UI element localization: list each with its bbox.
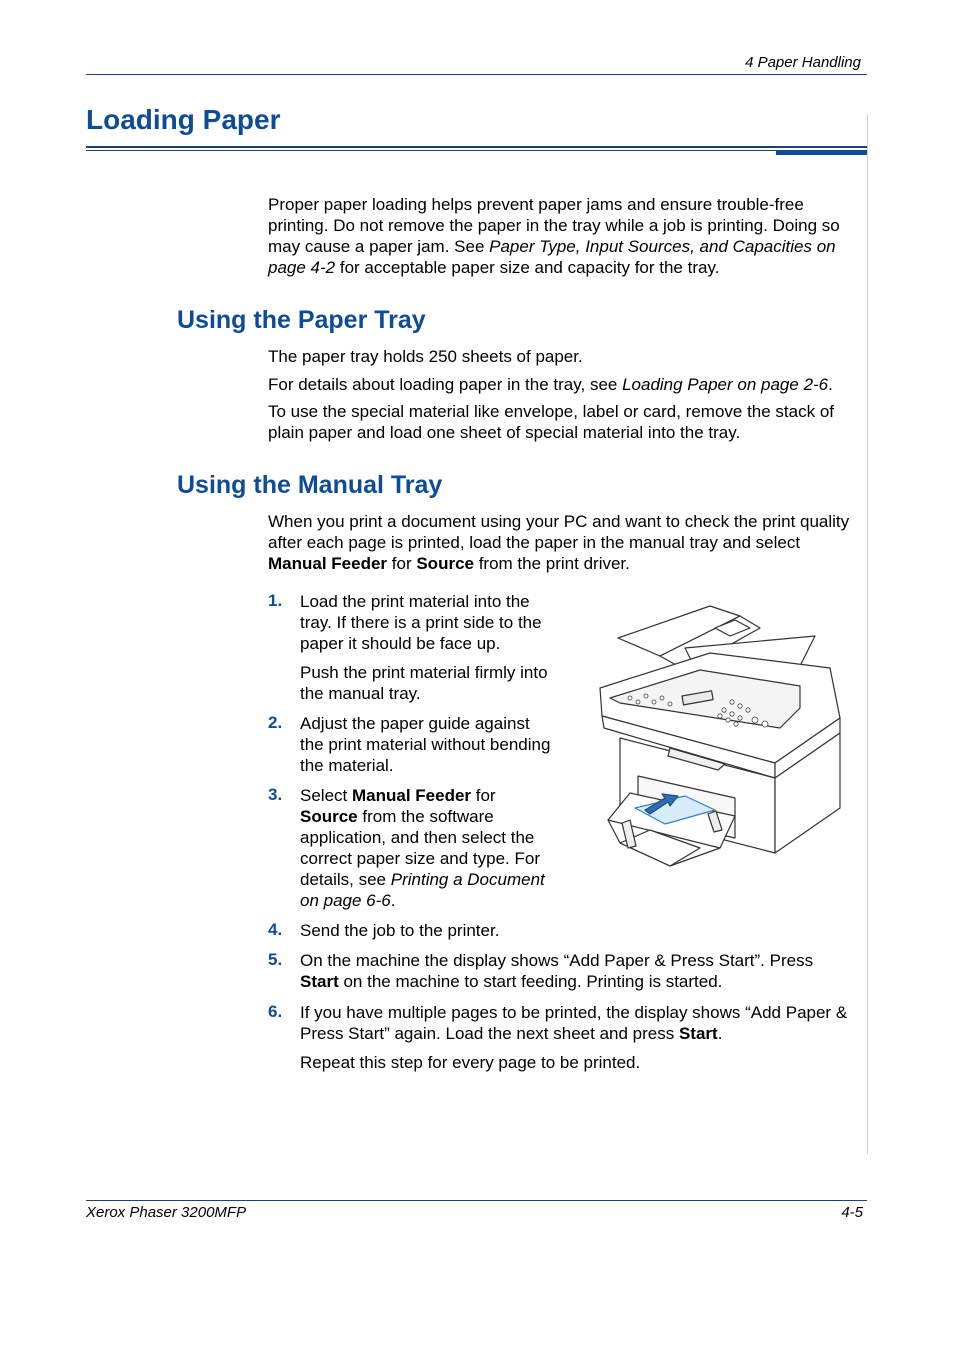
step-1-text: Load the print material into the tray. If there is a print side to the paper it should be face up. (300, 592, 542, 653)
step-number: 1. (268, 591, 283, 610)
title-accent-bar (776, 150, 867, 155)
footer-page-number: 4-5 (841, 1204, 863, 1221)
title-rule (86, 146, 867, 148)
title-rule-thin (86, 150, 867, 151)
step-1-note: Push the print material firmly into the manual tray. (300, 663, 548, 703)
paper-tray-details: For details about loading paper in the tray, see Loading Paper on page 2-6. (268, 375, 833, 394)
section-heading-paper-tray: Using the Paper Tray (177, 306, 426, 334)
paper-tray-special-material: To use the special material like envelope, label or card, remove the stack of plain paper and load one sheet of special material into the tray. (268, 402, 835, 442)
page-title: Loading Paper (86, 104, 281, 135)
step-6-text: If you have multiple pages to be printed, the display shows “Add Paper & Press Start” again. Load the next sheet and press Start. (300, 1003, 848, 1043)
step-4-text: Send the job to the printer. (300, 921, 500, 940)
footer-rule (86, 1200, 867, 1201)
cross-reference: page 4-2 (268, 258, 336, 277)
footer-product-name: Xerox Phaser 3200MFP (86, 1204, 247, 1221)
step-number: 3. (268, 785, 283, 804)
step-6-note: Repeat this step for every page to be printed. (300, 1053, 641, 1072)
step-number: 4. (268, 920, 283, 939)
section-heading-manual-tray: Using the Manual Tray (177, 471, 443, 499)
running-header: 4 Paper Handling (745, 54, 861, 71)
cross-reference: on page 6-6 (300, 891, 391, 910)
intro-paragraph: Proper paper loading helps prevent paper jams and ensure trouble-free printing. Do not remove the paper in the tray while a job is printing. Doing so may cause a paper jam. See Paper Type, Input Sources, and Capacities on page 4-2 for acceptable paper size and capacity for the tray. (268, 195, 840, 277)
step-3-text: Select Manual Feeder for Source from the software application, and then select the correct paper size and type. For details, see Printing a Document on page 6-6. (300, 786, 545, 910)
cross-reference: Printing a Document (390, 870, 545, 889)
step-number: 6. (268, 1002, 283, 1021)
right-margin-rule (867, 114, 868, 1154)
step-number: 5. (268, 950, 283, 969)
cross-reference: Paper Type, Input Sources, and Capacities on (489, 237, 836, 256)
printer-manual-tray-illustration (590, 598, 850, 873)
step-5-text: On the machine the display shows “Add Paper & Press Start”. Press Start on the machine to start feeding. Printing is started. (300, 951, 814, 991)
cross-reference: Loading Paper on page 2-6 (622, 375, 829, 394)
header-rule (86, 74, 867, 75)
step-number: 2. (268, 713, 283, 732)
manual-tray-intro: When you print a document using your PC and want to check the print quality after each page is printed, load the paper in the manual tray and select Manual Feeder for Source from the print driver. (268, 512, 850, 573)
paper-tray-capacity: The paper tray holds 250 sheets of paper. (268, 347, 583, 366)
step-2-text: Adjust the paper guide against the print material without bending the material. (300, 714, 551, 775)
